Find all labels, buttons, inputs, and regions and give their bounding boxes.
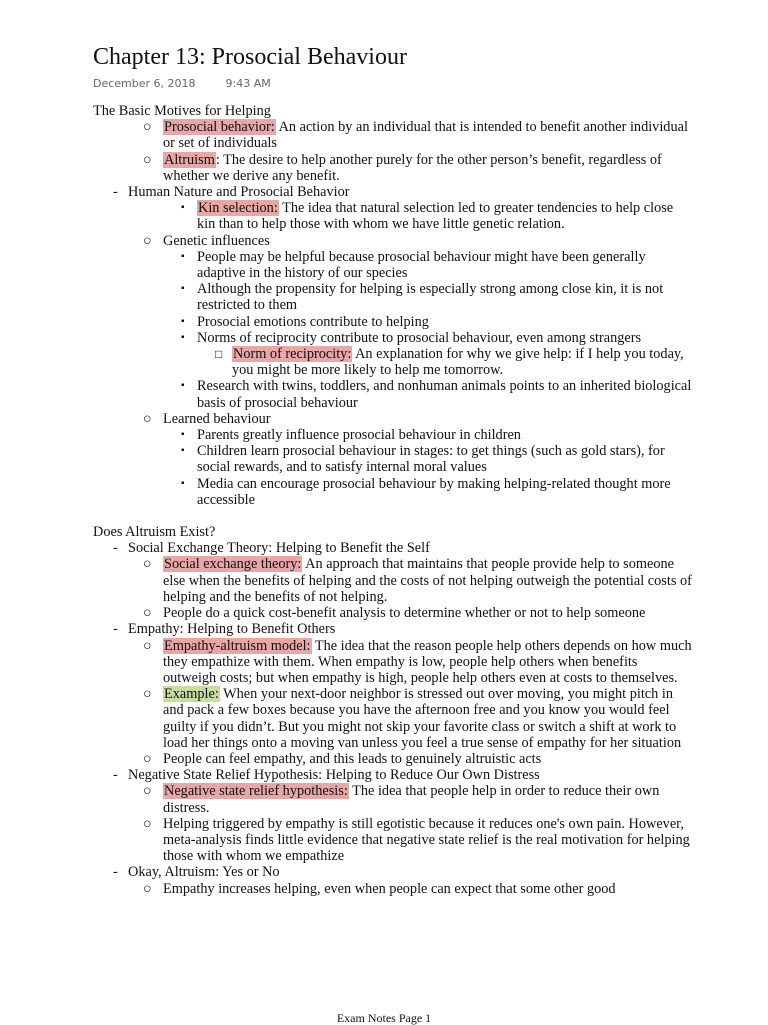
item-text: Although the propensity for helping is especially strong among close kin, it is not restricted to them bbox=[197, 281, 664, 314]
square-bullet-icon: ▪ bbox=[181, 250, 185, 262]
blank-line bbox=[93, 508, 693, 524]
item-text: The Basic Motives for Helping bbox=[93, 103, 271, 119]
item-text: The idea that people help in order to reduce their own distress. bbox=[163, 783, 660, 816]
dash-bullet-icon: - bbox=[113, 864, 118, 881]
circle-bullet-icon: ○ bbox=[143, 750, 152, 767]
list-item bbox=[93, 864, 693, 880]
list-item bbox=[93, 767, 693, 783]
list-item bbox=[93, 540, 693, 556]
highlighted-term: Empathy-altruism model: bbox=[164, 637, 311, 654]
list-item bbox=[93, 378, 693, 410]
highlighted-term: Norm of reciprocity: bbox=[233, 346, 352, 363]
list-item bbox=[93, 443, 693, 475]
item-text: People do a quick cost-benefit analysis to determine whether or not to help someone bbox=[163, 605, 646, 622]
list-item bbox=[93, 816, 693, 865]
highlighted-term: Altruism bbox=[164, 151, 215, 168]
highlighted-term: Social exchange theory: bbox=[164, 556, 302, 573]
circle-bullet-icon: ○ bbox=[143, 410, 152, 427]
circle-bullet-icon: ○ bbox=[143, 783, 152, 800]
circle-bullet-icon: ○ bbox=[143, 637, 152, 654]
dash-bullet-icon: - bbox=[113, 540, 118, 557]
item-text: Media can encourage prosocial behaviour by making helping-related thought more accessible bbox=[197, 475, 671, 508]
item-text: Research with twins, toddlers, and nonhuman animals points to an inherited biological basis of prosocial behaviour bbox=[197, 378, 692, 411]
list-item bbox=[93, 152, 693, 184]
section-heading bbox=[93, 103, 693, 119]
item-text: Genetic influences bbox=[163, 232, 270, 249]
item-text: An approach that maintains that people provide help to someone else when the benefits of helping and the costs of not helping outweigh the potential costs of helping and the benefits of not helping. bbox=[163, 556, 692, 605]
dash-bullet-icon: - bbox=[113, 767, 118, 784]
note-time: 9:43 AM bbox=[225, 77, 271, 90]
list-item bbox=[93, 281, 693, 313]
circle-bullet-icon: ○ bbox=[143, 151, 152, 168]
item-text: An action by an individual that is intended to benefit another individual or set of individuals bbox=[163, 119, 688, 152]
item-text: People may be helpful because prosocial behaviour might have been generally adaptive in the history of our species bbox=[197, 248, 646, 282]
item-text: An explanation for why we give help: if I help you today, you might be more likely to help me tomorrow. bbox=[232, 346, 684, 379]
list-item bbox=[93, 184, 693, 200]
circle-bullet-icon: ○ bbox=[143, 232, 152, 249]
dash-bullet-icon: - bbox=[113, 184, 118, 201]
item-text: Social Exchange Theory: Helping to Benefit the Self bbox=[128, 540, 430, 557]
item-text: Prosocial emotions contribute to helping bbox=[197, 313, 429, 330]
list-item bbox=[93, 249, 693, 281]
square-bullet-icon: ▪ bbox=[181, 380, 185, 392]
list-item bbox=[93, 330, 693, 346]
item-text: Parents greatly influence prosocial behaviour in children bbox=[197, 427, 521, 444]
list-item bbox=[93, 751, 693, 767]
square-bullet-icon: ▪ bbox=[181, 331, 185, 343]
item-text: People can feel empathy, and this leads to genuinely altruistic acts bbox=[163, 750, 542, 767]
list-item bbox=[93, 556, 693, 605]
square-bullet-icon: ▪ bbox=[181, 429, 185, 441]
list-item bbox=[93, 233, 693, 249]
list-item bbox=[93, 427, 693, 443]
square-bullet-icon: ▪ bbox=[181, 315, 185, 327]
circle-bullet-icon: ○ bbox=[143, 880, 152, 897]
item-text: When your next-door neighbor is stressed out over moving, you might pitch in and pack a few boxes because you have the afternoon free and you know you would feel guilty if you didn’t. But you might not skip your favorite class or switch a shift at work to load her things onto a moving van unless you feel a true sense of empathy for her situation bbox=[163, 686, 682, 751]
page-meta bbox=[93, 77, 271, 91]
item-text: Okay, Altruism: Yes or No bbox=[128, 864, 280, 881]
item-text: Empathy increases helping, even when people can expect that some other good bbox=[163, 880, 616, 897]
circle-bullet-icon: ○ bbox=[143, 815, 152, 832]
list-item bbox=[93, 686, 693, 751]
highlighted-term: Negative state relief hypothesis: bbox=[164, 783, 348, 800]
list-item bbox=[93, 881, 693, 897]
item-text: Negative State Relief Hypothesis: Helping to Reduce Our Own Distress bbox=[128, 767, 540, 784]
list-item bbox=[93, 119, 693, 151]
list-item bbox=[93, 411, 693, 427]
circle-bullet-icon: ○ bbox=[143, 119, 152, 136]
hollow_square-bullet-icon: □ bbox=[215, 347, 223, 362]
item-text: Learned behaviour bbox=[163, 410, 271, 427]
list-item bbox=[93, 314, 693, 330]
square-bullet-icon: ▪ bbox=[181, 445, 185, 457]
page-footer: Exam Notes Page 1 bbox=[336, 1011, 432, 1025]
item-text: Helping triggered by empathy is still egotistic because it reduces one's own pain. However, meta-analysis finds little evidence that negative state relief is the real motivation for helping those with whom we empathize bbox=[163, 815, 690, 865]
highlighted-example: Example: bbox=[164, 686, 219, 703]
list-item bbox=[93, 476, 693, 508]
item-text: Norms of reciprocity contribute to prosocial behaviour, even among strangers bbox=[197, 329, 642, 346]
dash-bullet-icon: - bbox=[113, 621, 118, 638]
square-bullet-icon: ▪ bbox=[181, 202, 185, 214]
highlighted-term: Kin selection: bbox=[198, 200, 278, 217]
item-text: Empathy: Helping to Benefit Others bbox=[128, 621, 336, 638]
page-title: Chapter 13: Prosocial Behaviour bbox=[93, 44, 407, 70]
list-item bbox=[93, 200, 693, 232]
square-bullet-icon: ▪ bbox=[181, 477, 185, 489]
item-text: Children learn prosocial behaviour in stages: to get things (such as gold stars), for social rewards, and to satisfy internal moral values bbox=[197, 443, 665, 476]
list-item bbox=[93, 783, 693, 815]
list-item bbox=[93, 621, 693, 637]
list-item bbox=[93, 638, 693, 687]
item-text: The idea that natural selection led to greater tendencies to help close kin than to help those with whom we have little genetic relation. bbox=[197, 200, 674, 233]
square-bullet-icon: ▪ bbox=[181, 283, 185, 295]
circle-bullet-icon: ○ bbox=[143, 556, 152, 573]
item-text: Does Altruism Exist? bbox=[93, 524, 216, 541]
circle-bullet-icon: ○ bbox=[143, 605, 152, 622]
section-heading bbox=[93, 524, 693, 540]
item-text: The idea that the reason people help others depends on how much they empathize with them. When empathy is low, people help others when benefits outweigh costs; but when empathy is high, people help others even at costs to themselves. bbox=[163, 637, 692, 686]
item-text: Human Nature and Prosocial Behavior bbox=[128, 184, 350, 201]
circle-bullet-icon: ○ bbox=[143, 686, 152, 703]
item-text: : The desire to help another purely for the other person’s benefit, regardless of whether we derive any benefit. bbox=[163, 151, 662, 184]
list-item bbox=[93, 605, 693, 621]
list-item bbox=[93, 346, 693, 378]
highlighted-term: Prosocial behavior: bbox=[164, 119, 275, 136]
note-date: December 6, 2018 bbox=[93, 77, 196, 90]
notes-body bbox=[93, 103, 693, 897]
